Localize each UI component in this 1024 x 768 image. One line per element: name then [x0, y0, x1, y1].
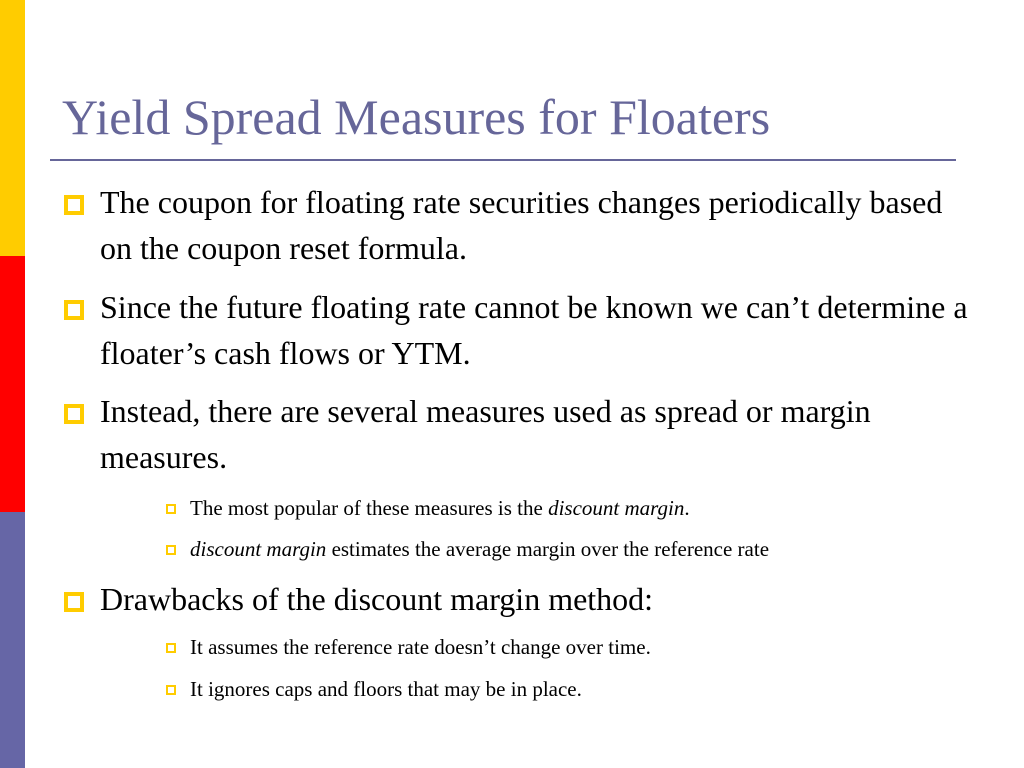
sub-bullet-item-4	[190, 674, 582, 704]
bullet-item-1: The coupon for floating rate securities changes periodically based on the coupon reset formula.	[100, 184, 943, 266]
side-bar-yellow	[0, 0, 25, 256]
side-bar-purple	[0, 512, 25, 768]
sub-bullet-text: It assumes the reference rate doesn’t change over time.	[190, 635, 651, 659]
sub-bullet-emphasis: discount margin	[548, 496, 685, 520]
sub-bullet-box-icon	[166, 643, 176, 653]
bullet-item-3: Instead, there are several measures used as spread or margin measures.	[100, 393, 871, 475]
sub-bullet-text: It ignores caps and floors that may be in place.	[190, 677, 582, 701]
sub-bullet-text: .	[684, 496, 690, 520]
sub-bullet-item-2	[190, 534, 769, 564]
sub-bullet-item-3	[190, 632, 651, 662]
side-bar-red	[0, 256, 25, 512]
sub-bullet-item-1	[190, 493, 690, 523]
sub-bullet-box-icon	[166, 504, 176, 514]
slide-title: Yield Spread Measures for Floaters	[62, 89, 771, 145]
sub-bullet-box-icon	[166, 545, 176, 555]
bullet-box-icon	[64, 300, 84, 320]
bullet-box-icon	[64, 404, 84, 424]
title-underline	[50, 159, 956, 161]
bullet-item-2: Since the future floating rate cannot be known we can’t determine a floater’s cash flows or YTM.	[100, 289, 968, 371]
bullet-item-4: Drawbacks of the discount margin method:	[100, 581, 654, 617]
sub-bullet-box-icon	[166, 685, 176, 695]
sub-bullet-emphasis: discount margin	[190, 537, 327, 561]
bullet-box-icon	[64, 195, 84, 215]
sub-bullet-text: estimates the average margin over the reference rate	[326, 537, 770, 561]
bullet-box-icon	[64, 592, 84, 612]
sub-bullet-text: The most popular of these measures is the	[190, 496, 549, 520]
